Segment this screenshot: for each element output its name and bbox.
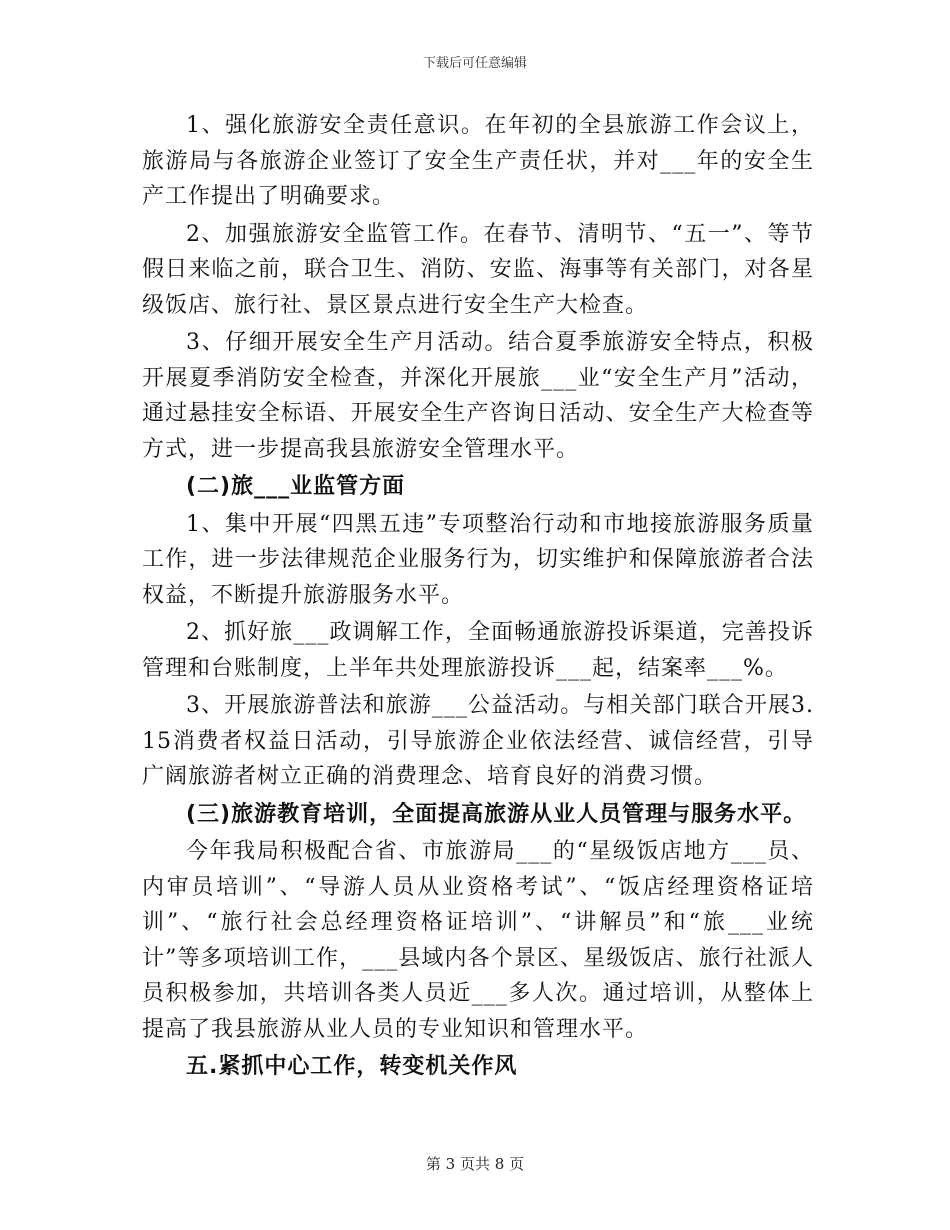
section-heading-education-training: (三)旅游教育培训，全面提高旅游从业人员管理与服务水平。 — [186, 801, 807, 827]
paragraph-safety-supervision: 2、加强旅游安全监管工作。在春节、清明节、“五一”、等节假日来临之前，联合卫生、消防、安监、海事等有关部门，对各星级饭店、旅行社、景区景点进行安全生产大检查。 — [142, 221, 814, 318]
paragraph-complaint-mediation: 2、抓好旅___政调解工作，全面畅通旅游投诉渠道，完善投诉管理和台账制度，上半年共处理旅游投诉___起，结案率___%。 — [142, 620, 814, 681]
paragraph-training-work: 今年我局积极配合省、市旅游局___的“星级饭店地方___员、内审员培训”、“导游人员从业资格考试”、“饭店经理资格证培训”、“旅行社会总经理资格证培训”、“讲解员”和“旅___业统计”等多项培训工作，___县域内各个景区、星级饭店、旅行社派人员积极参加，共培训各类人员近___多人次。通过培训，从整体上提高了我县旅游从业人员的专业知识和管理水平。 — [142, 839, 814, 1042]
section-heading-industry-supervision: (二)旅___业监管方面 — [186, 474, 406, 499]
section-heading-central-work: 五.紧抓中心工作，转变机关作风 — [186, 1054, 518, 1079]
paragraph-law-publicity: 3、开展旅游普法和旅游___公益活动。与相关部门联合开展3.15消费者权益日活动，引导旅游企业依法经营、诚信经营，引导广阔旅游者树立正确的消费理念、培育良好的消费习惯。 — [142, 693, 814, 789]
page-footer: 第 3 页共 8 页 — [425, 1155, 525, 1173]
document-body — [142, 108, 814, 1085]
paragraph-safety-responsibility: 1、强化旅游安全责任意识。在年初的全县旅游工作会议上，旅游局与各旅游企业签订了安全生产责任状，并对___年的安全生产工作提出了明确要求。 — [142, 113, 814, 209]
page-header: 下载后可任意编辑 — [422, 56, 527, 71]
paragraph-special-rectification: 1、集中开展“四黑五违”专项整治行动和市地接旅游服务质量工作，进一步法律规范企业服务行为，切实维护和保障旅游者合法权益，不断提升旅游服务水平。 — [142, 511, 814, 608]
paragraph-safety-month: 3、仔细开展安全生产月活动。结合夏季旅游安全特点，积极开展夏季消防安全检查，并深化开展旅___业“安全生产月”活动，通过悬挂安全标语、开展安全生产咨询日活动、安全生产大检查等方式，进一步提高我县旅游安全管理水平。 — [142, 330, 814, 462]
